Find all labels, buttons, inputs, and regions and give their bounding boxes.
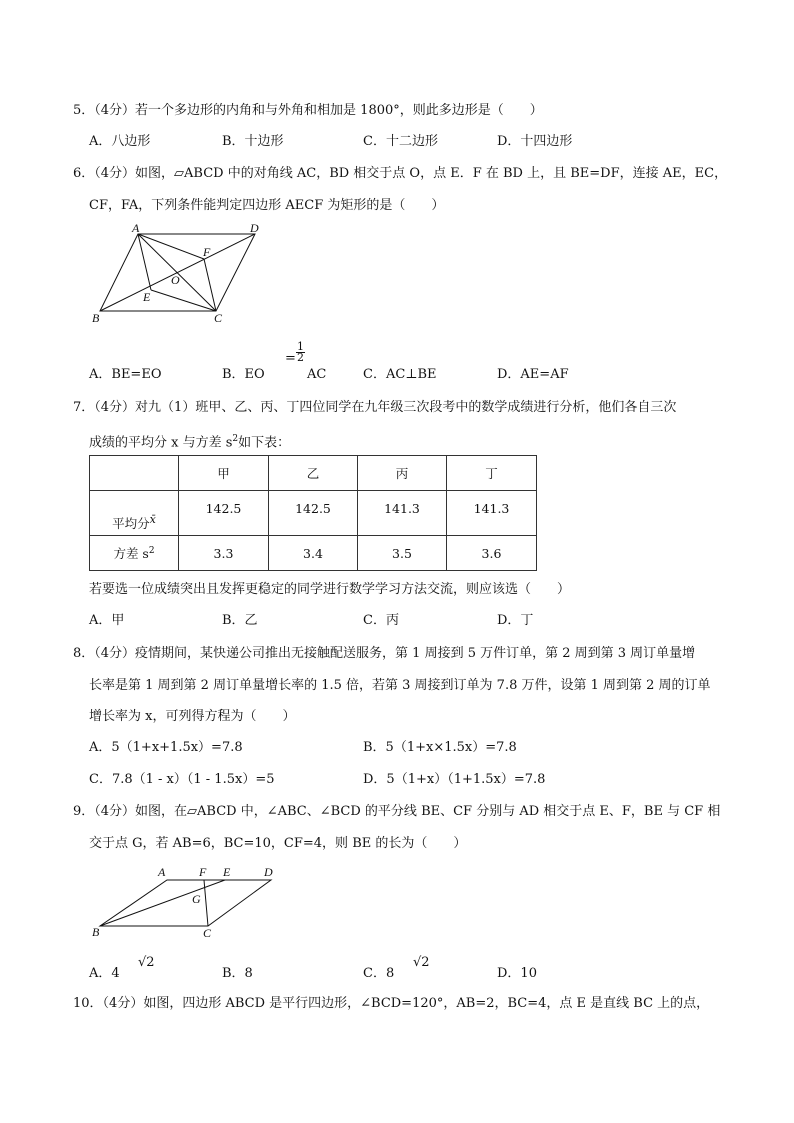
mean-label-text: 平均分	[112, 516, 150, 531]
variance-label-sup: 2	[148, 545, 155, 556]
q8-stem-line1: 8．（4分）疫情期间，某快递公司推出无接触配送服务，第 1 周接到 5 万件订单，第 2 周到第 3 周订单量增	[73, 646, 696, 661]
q7-option-d: D．丁	[497, 613, 534, 628]
q6-stem-line2: CF，FA，下列条件能判定四边形 AECF 为矩形的是（ ）	[89, 198, 445, 213]
q6-figure	[88, 222, 260, 328]
q6-segment-ae	[138, 234, 151, 290]
q6-option-b-suffix: AC	[307, 367, 327, 382]
q9-stem-line2: 交于点 G，若 AB=6，BC=10，CF=4，则 BE 的长为（ ）	[89, 836, 467, 851]
q8-option-d: D．5（1+x）（1+1.5x）=7.8	[363, 772, 546, 787]
q9-option-c-sqrt: √2	[413, 955, 430, 970]
table-header-ding: 丁	[447, 456, 537, 491]
q8-option-a: A．5（1+x+1.5x）=7.8	[89, 740, 243, 755]
q7-score-table	[89, 455, 537, 571]
q6-label-c: C	[214, 311, 223, 325]
q9-option-a-sqrt: √2	[138, 955, 155, 970]
q6-label-o: O	[171, 273, 180, 287]
q7-stem-line2-sup: 2	[232, 434, 239, 444]
q7-stem-line2-b: 如下表：	[238, 435, 291, 451]
q7-stem-line2	[89, 431, 290, 451]
table-row-variance-label	[90, 536, 179, 571]
q6-segment-fa	[138, 234, 204, 259]
q6-segment-cf	[204, 259, 216, 311]
q8-stem-line2: 长率是第 1 周到第 2 周订单量增长率的 1.5 倍，若第 3 周接到订单为 7.8 万件，设第 1 周到第 2 周的订单	[89, 678, 711, 693]
table-cell-var-ding: 3.6	[447, 536, 537, 571]
q9-option-b: B．8	[222, 966, 253, 981]
q7-option-c: C．丙	[363, 613, 399, 628]
table-row-mean	[90, 491, 537, 536]
q5-option-b: B．十边形	[222, 134, 284, 149]
q9-option-a: A．4	[89, 966, 120, 981]
q7-question: 若要选一位成绩突出且发挥更稳定的同学进行数学学习方法交流，则应该选（ ）	[89, 582, 571, 597]
q9-parallelogram	[100, 880, 271, 926]
q9-label-g: G	[192, 892, 201, 906]
table-cell-var-bing: 3.5	[358, 536, 447, 571]
q6-frac-denominator: 2	[297, 351, 304, 364]
table-header-jia: 甲	[179, 456, 269, 491]
q6-stem-line1: 6．（4分）如图，▱ABCD 中的对角线 AC，BD 相交于点 O，点 E．F 在 BD 上，且 BE=DF，连接 AE，EC，	[73, 166, 728, 181]
q9-option-d: D．10	[497, 966, 537, 981]
q6-option-d: D．AE=AF	[497, 367, 569, 382]
q9-option-c: C．8	[363, 966, 395, 981]
table-cell-mean-yi: 142.5	[269, 491, 358, 536]
q6-segment-ec	[151, 290, 216, 311]
table-header-empty	[90, 456, 179, 491]
q9-label-c: C	[203, 926, 212, 940]
q6-option-b-fraction	[296, 342, 305, 363]
q6-option-a: A．BE=EO	[89, 367, 162, 382]
q5-option-c: C．十二边形	[363, 134, 438, 149]
table-cell-mean-bing: 141.3	[358, 491, 447, 536]
q9-label-a: A	[158, 865, 166, 879]
q6-label-b: B	[92, 311, 100, 325]
q9-label-f: F	[199, 865, 207, 879]
q6-label-a: A	[132, 222, 140, 235]
q10-stem-line1: 10．（4分）如图，四边形 ABCD 是平行四边形，∠BCD=120°，AB=2，BC=4，点 E 是直线 BC 上的点，	[73, 996, 710, 1011]
table-header-bing: 丙	[358, 456, 447, 491]
q9-figure	[88, 862, 283, 942]
q9-stem-line1: 9．（4分）如图，在▱ABCD 中，∠ABC、∠BCD 的平分线 BE、CF 分别与 AD 相交于点 E、F，BE 与 CF 相	[73, 804, 721, 819]
q7-stem-line1: 7．（4分）对九（1）班甲、乙、丙、丁四位同学在九年级三次段考中的数学成绩进行分析，他们各自三次	[73, 400, 677, 415]
table-row-mean-label	[90, 491, 179, 536]
q6-option-b-equals: =	[285, 351, 296, 366]
q5-option-d: D．十四边形	[497, 134, 573, 149]
q6-frac-numerator: 1	[297, 340, 304, 353]
q5-option-a: A．八边形	[89, 134, 151, 149]
q9-label-b: B	[92, 925, 100, 939]
q6-option-b-prefix: B．EO	[222, 367, 265, 382]
table-header-yi: 乙	[269, 456, 358, 491]
q8-stem-line3: 增长率为 x，可列得方程为（ ）	[89, 709, 296, 724]
table-cell-mean-ding: 141.3	[447, 491, 537, 536]
q7-option-b: B．乙	[222, 613, 258, 628]
table-cell-var-jia: 3.3	[179, 536, 269, 571]
q6-label-d: D	[250, 222, 259, 235]
q6-label-f: F	[203, 245, 211, 259]
q6-option-b	[222, 367, 265, 383]
q6-option-c: C．AC⊥BE	[363, 367, 437, 382]
table-cell-mean-jia: 142.5	[179, 491, 269, 536]
q7-option-a: A．甲	[89, 613, 125, 628]
table-cell-var-yi: 3.4	[269, 536, 358, 571]
mean-symbol: x̄	[149, 512, 156, 526]
table-row-variance	[90, 536, 537, 571]
q8-option-b: B．5（1+x×1.5x）=7.8	[363, 740, 517, 755]
table-header-row	[90, 456, 537, 491]
q7-stem-line2-a: 成绩的平均分 x 与方差 s	[89, 435, 233, 451]
variance-label-text: 方差 s	[113, 546, 149, 561]
q9-label-d: D	[264, 865, 273, 879]
q9-label-e: E	[223, 865, 231, 879]
q5-stem: 5．（4分）若一个多边形的内角和与外角和相加是 1800°，则此多边形是（ ）	[73, 103, 543, 118]
q6-label-e: E	[143, 290, 151, 304]
q8-option-c: C．7.8（1 - x）（1 - 1.5x）=5	[89, 772, 275, 787]
